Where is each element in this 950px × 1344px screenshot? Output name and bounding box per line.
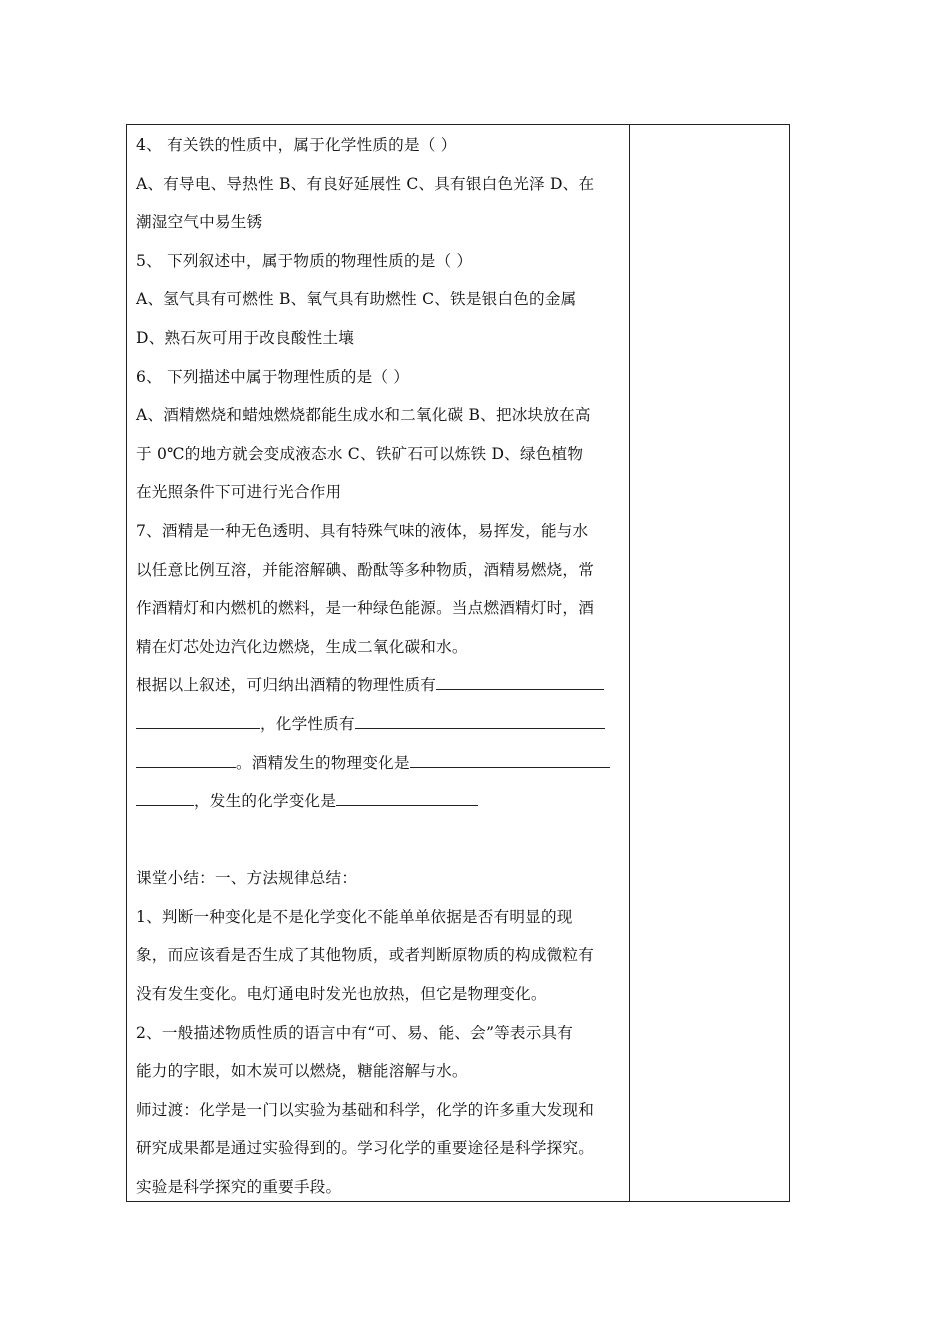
question-4: 4、 有关铁的性质中，属于化学性质的是（ ） [136,136,457,154]
fill-in-line-1 [136,666,624,705]
question-4-options: A、有导电、导热性 B、有良好延展性 C、具有银白色光泽 D、在 [136,174,595,193]
transition-text: 师过渡：化学是一门以实验为基础和科学，化学的许多重大发现和 [136,1100,595,1119]
answer-blank[interactable] [410,749,610,768]
summary-text: 能力的字眼，如木炭可以燃烧，糖能溶解与水。 [136,1062,468,1081]
fill-in-line-2 [136,705,624,744]
question-6-options-cont: 于 0℃的地方就会变成液态水 C、铁矿石可以炼铁 D、绿色植物 [136,444,584,463]
question-7-passage: 7、酒精是一种无色透明、具有特殊气味的液体，易挥发，能与水 [136,521,589,540]
fill-in-text: 根据以上叙述，可归纳出酒精的物理性质有 [136,676,437,695]
answer-blank[interactable] [355,710,605,729]
summary-text: 没有发生变化。电灯通电时发光也放热，但它是物理变化。 [136,985,547,1004]
fill-in-text: ，发生的化学变化是 [194,792,337,811]
question-6: 6、 下列描述中属于物理性质的是（ ） [136,367,410,386]
question-cell [136,126,624,1207]
fill-in-text: 。酒精发生的物理变化是 [236,753,410,772]
question-6-options: A、酒精燃烧和蜡烛燃烧都能生成水和二氧化碳 B、把冰块放在高 [136,406,591,425]
summary-text: 2、一般描述物质性质的语言中有“可、易、能、会”等表示具有 [136,1023,574,1042]
answer-blank[interactable] [436,671,604,690]
question-7-passage: 作酒精灯和内燃机的燃料，是一种绿色能源。当点燃酒精灯时，酒 [136,599,595,618]
fill-in-line-3 [136,744,624,783]
transition-text: 实验是科学探究的重要手段。 [136,1178,342,1197]
question-6-options-cont2: 在光照条件下可进行光合作用 [136,483,342,502]
spacer [136,821,624,860]
column-divider [629,124,630,1202]
answer-blank[interactable] [336,787,478,806]
answer-blank[interactable] [136,710,260,729]
question-7-passage: 以任意比例互溶，并能溶解碘、酚酞等多种物质，酒精易燃烧，常 [136,560,595,579]
transition-text: 研究成果都是通过实验得到的。学习化学的重要途径是科学探究。 [136,1139,595,1158]
answer-blank[interactable] [136,749,236,768]
question-7-passage: 精在灯芯处边汽化边燃烧，生成二氧化碳和水。 [136,637,468,656]
fill-in-text: ，化学性质有 [260,714,355,733]
summary-heading: 课堂小结：一、方法规律总结： [136,869,358,888]
question-4-options-cont: 潮湿空气中易生锈 [136,213,263,232]
question-5-options-cont: D、熟石灰可用于改良酸性土壤 [136,328,355,347]
question-5-options: A、氢气具有可燃性 B、氧气具有助燃性 C、铁是银白色的金属 [136,290,577,309]
summary-text: 1、判断一种变化是不是化学变化不能单单依据是否有明显的现 [136,907,573,926]
question-5: 5、 下列叙述中，属于物质的物理性质的是（ ） [136,251,473,270]
summary-text: 象，而应该看是否生成了其他物质，或者判断原物质的构成微粒有 [136,946,595,965]
answer-blank[interactable] [136,787,194,806]
fill-in-line-4 [136,782,624,821]
